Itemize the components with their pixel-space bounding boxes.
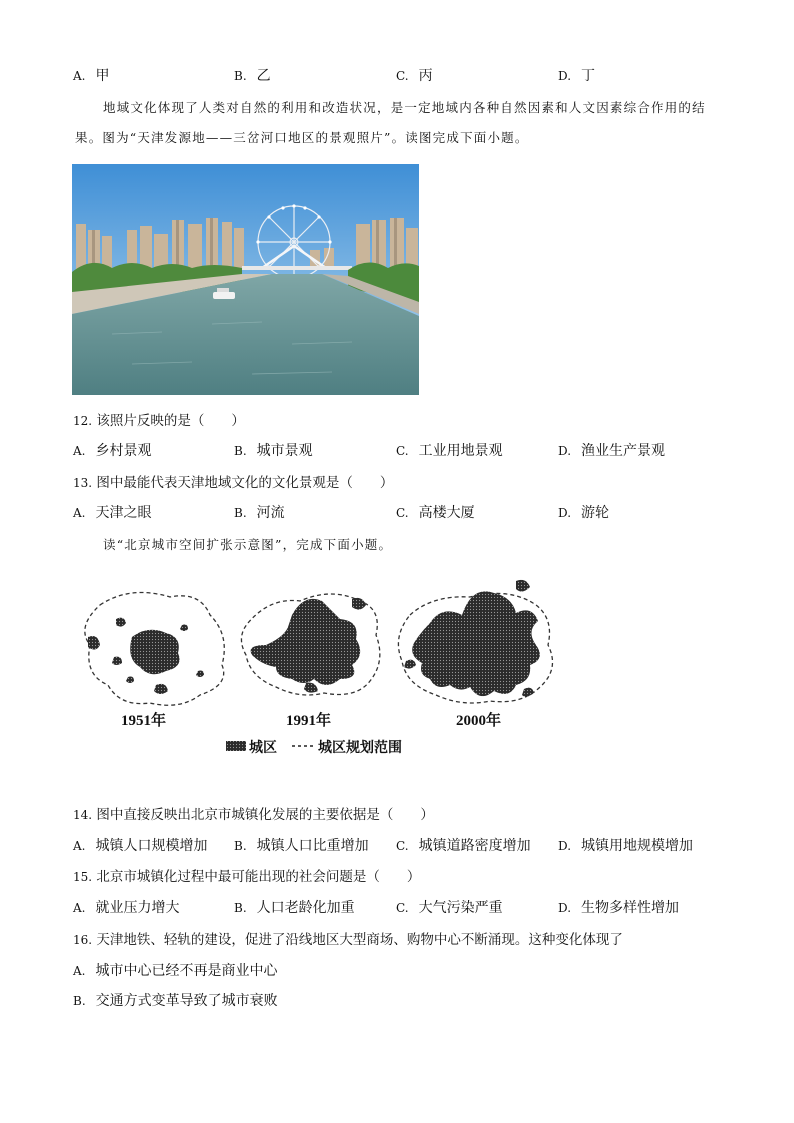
q15-option-a[interactable]: A. 就业压力增大	[73, 900, 180, 916]
q11-option-d[interactable]: D. 丁	[558, 68, 596, 84]
q13-options	[0, 503, 794, 527]
q15-option-d[interactable]: D. 生物多样性增加	[558, 900, 680, 916]
map-label-2000: 2000年	[456, 713, 502, 729]
intro-paragraph-tianjin	[75, 93, 725, 153]
q15-option-b[interactable]: B. 人口老龄化加重	[234, 900, 355, 916]
q12-stem: 12. 该照片反映的是（ ）	[73, 413, 245, 429]
q11-option-a[interactable]: A. 甲	[73, 68, 110, 84]
q13-option-c[interactable]: C. 高楼大厦	[396, 505, 475, 521]
beijing-expansion-map	[70, 575, 560, 765]
map-label-1991: 1991年	[286, 713, 332, 729]
q13-option-a[interactable]: A. 天津之眼	[73, 505, 152, 521]
q15-stem: 15. 北京市城镇化过程中最可能出现的社会问题是（ ）	[73, 869, 421, 885]
q14-option-d[interactable]: D. 城镇用地规模增加	[558, 838, 694, 854]
map-1951	[85, 593, 224, 706]
q15-option-c[interactable]: C. 大气污染严重	[396, 900, 503, 916]
q12-option-a[interactable]: A. 乡村景观	[73, 443, 152, 459]
legend-urban-swatch	[226, 741, 246, 751]
q12-options	[0, 441, 794, 465]
q12-option-c[interactable]: C. 工业用地景观	[396, 443, 503, 459]
q13-option-b[interactable]: B. 河流	[234, 505, 285, 521]
map-2000	[398, 580, 552, 703]
q16-option-a[interactable]: A. 城市中心已经不再是商业中心	[73, 963, 278, 979]
q11-options	[0, 66, 794, 90]
intro-paragraph-beijing: 读“北京城市空间扩张示意图”，完成下面小题。	[103, 537, 393, 552]
q16-option-b[interactable]: B. 交通方式变革导致了城市衰败	[73, 993, 278, 1009]
tianjin-eye-photo	[72, 164, 419, 395]
q16-stem: 16. 天津地铁、轻轨的建设，促进了沿线地区大型商场、购物中心不断涌现。这种变化体现了	[73, 932, 623, 948]
legend-plan-label: 城区规划范围	[318, 740, 402, 756]
intro-line-2: 果。图为“天津发源地——三岔河口地区的景观照片”。读图完成下面小题。	[75, 130, 529, 145]
q12-option-b[interactable]: B. 城市景观	[234, 443, 313, 459]
q14-option-b[interactable]: B. 城镇人口比重增加	[234, 838, 369, 854]
map-1991	[241, 594, 379, 695]
map-label-1951: 1951年	[121, 713, 167, 729]
q12-option-d[interactable]: D. 渔业生产景观	[558, 443, 666, 459]
q14-option-c[interactable]: C. 城镇道路密度增加	[396, 838, 531, 854]
q11-option-c[interactable]: C. 丙	[396, 68, 433, 84]
q11-option-b[interactable]: B. 乙	[234, 68, 271, 84]
q14-stem: 14. 图中直接反映出北京市城镇化发展的主要依据是（ ）	[73, 807, 434, 823]
q13-option-d[interactable]: D. 游轮	[558, 505, 610, 521]
q14-option-a[interactable]: A. 城镇人口规模增加	[73, 838, 208, 854]
intro-line-1: 地域文化体现了人类对自然的利用和改造状况，是一定地域内各种自然因素和人文因素综合作用的结	[103, 100, 706, 115]
q14-options	[0, 836, 794, 860]
legend-urban-label: 城区	[249, 740, 277, 756]
q15-options	[0, 898, 794, 922]
q13-stem: 13. 图中最能代表天津地域文化的文化景观是（ ）	[73, 475, 394, 491]
